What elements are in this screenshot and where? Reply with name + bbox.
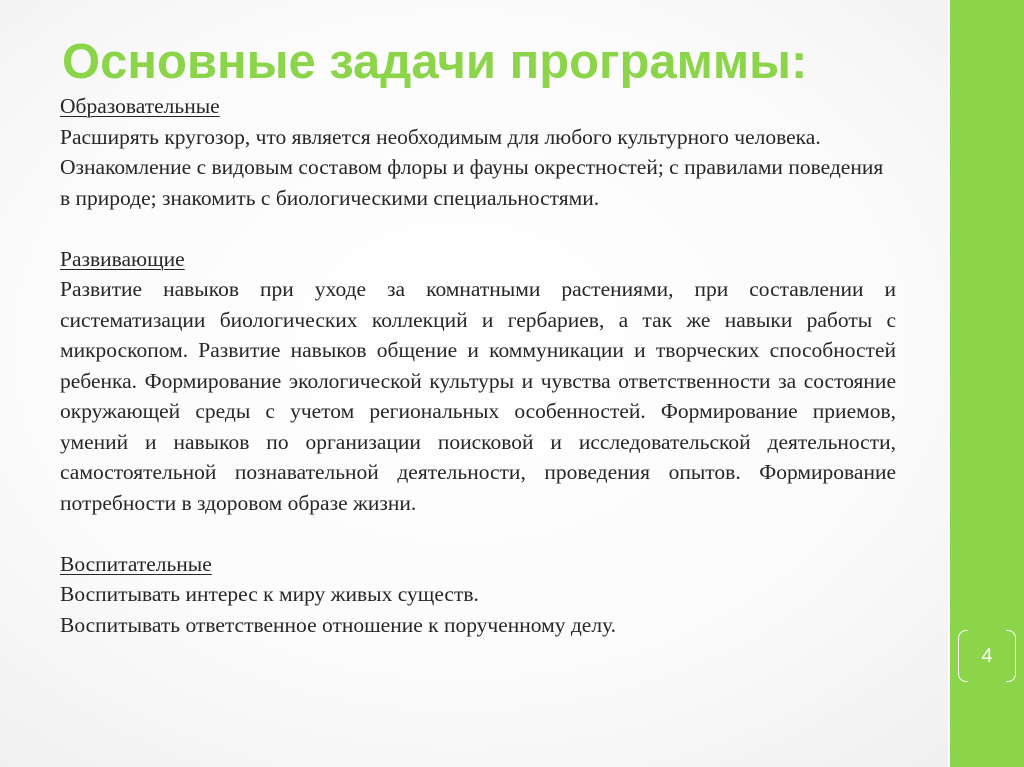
section-heading-upbringing: Воспитательные	[60, 551, 212, 576]
section-text-educational: Расширять кругозор, что является необходимым для любого культурного человека. Ознакомление с видовым составом флоры и фауны окрестностей; с правилами поведения в природе; знакомить с биологическими специальностями.	[60, 124, 884, 210]
section-text-developmental: Развитие навыков при уходе за комнатными растениями, при составлении и систематизации биологических коллекций и гербариев, а так же навыки работы с микроскопом. Развитие навыков общение и коммуникации и творческих способностей ребенка. Формирование экологической культуры и чувства ответственности за состояние окружающей среды с учетом региональных особенностей. Формирование приемов, умений и навыков по организации поисковой и исследовательской деятельности, самостоятельной познавательной деятельности, проведения опытов. Формирование потребности в здоровом образе жизни.	[60, 277, 896, 515]
section-heading-developmental: Развивающие	[60, 246, 185, 271]
slide-title: Основные задачи программы:	[62, 35, 808, 89]
slide-number: 4	[981, 644, 993, 667]
section-spacer	[60, 518, 896, 549]
section-text-upbringing-2: Воспитывать ответственное отношение к порученному делу.	[60, 612, 617, 637]
slide-content	[60, 91, 896, 640]
section-heading-educational: Образовательные	[60, 94, 220, 118]
section-spacer	[60, 213, 896, 244]
section-text-upbringing-1: Воспитывать интерес к миру живых существ.	[60, 582, 479, 606]
